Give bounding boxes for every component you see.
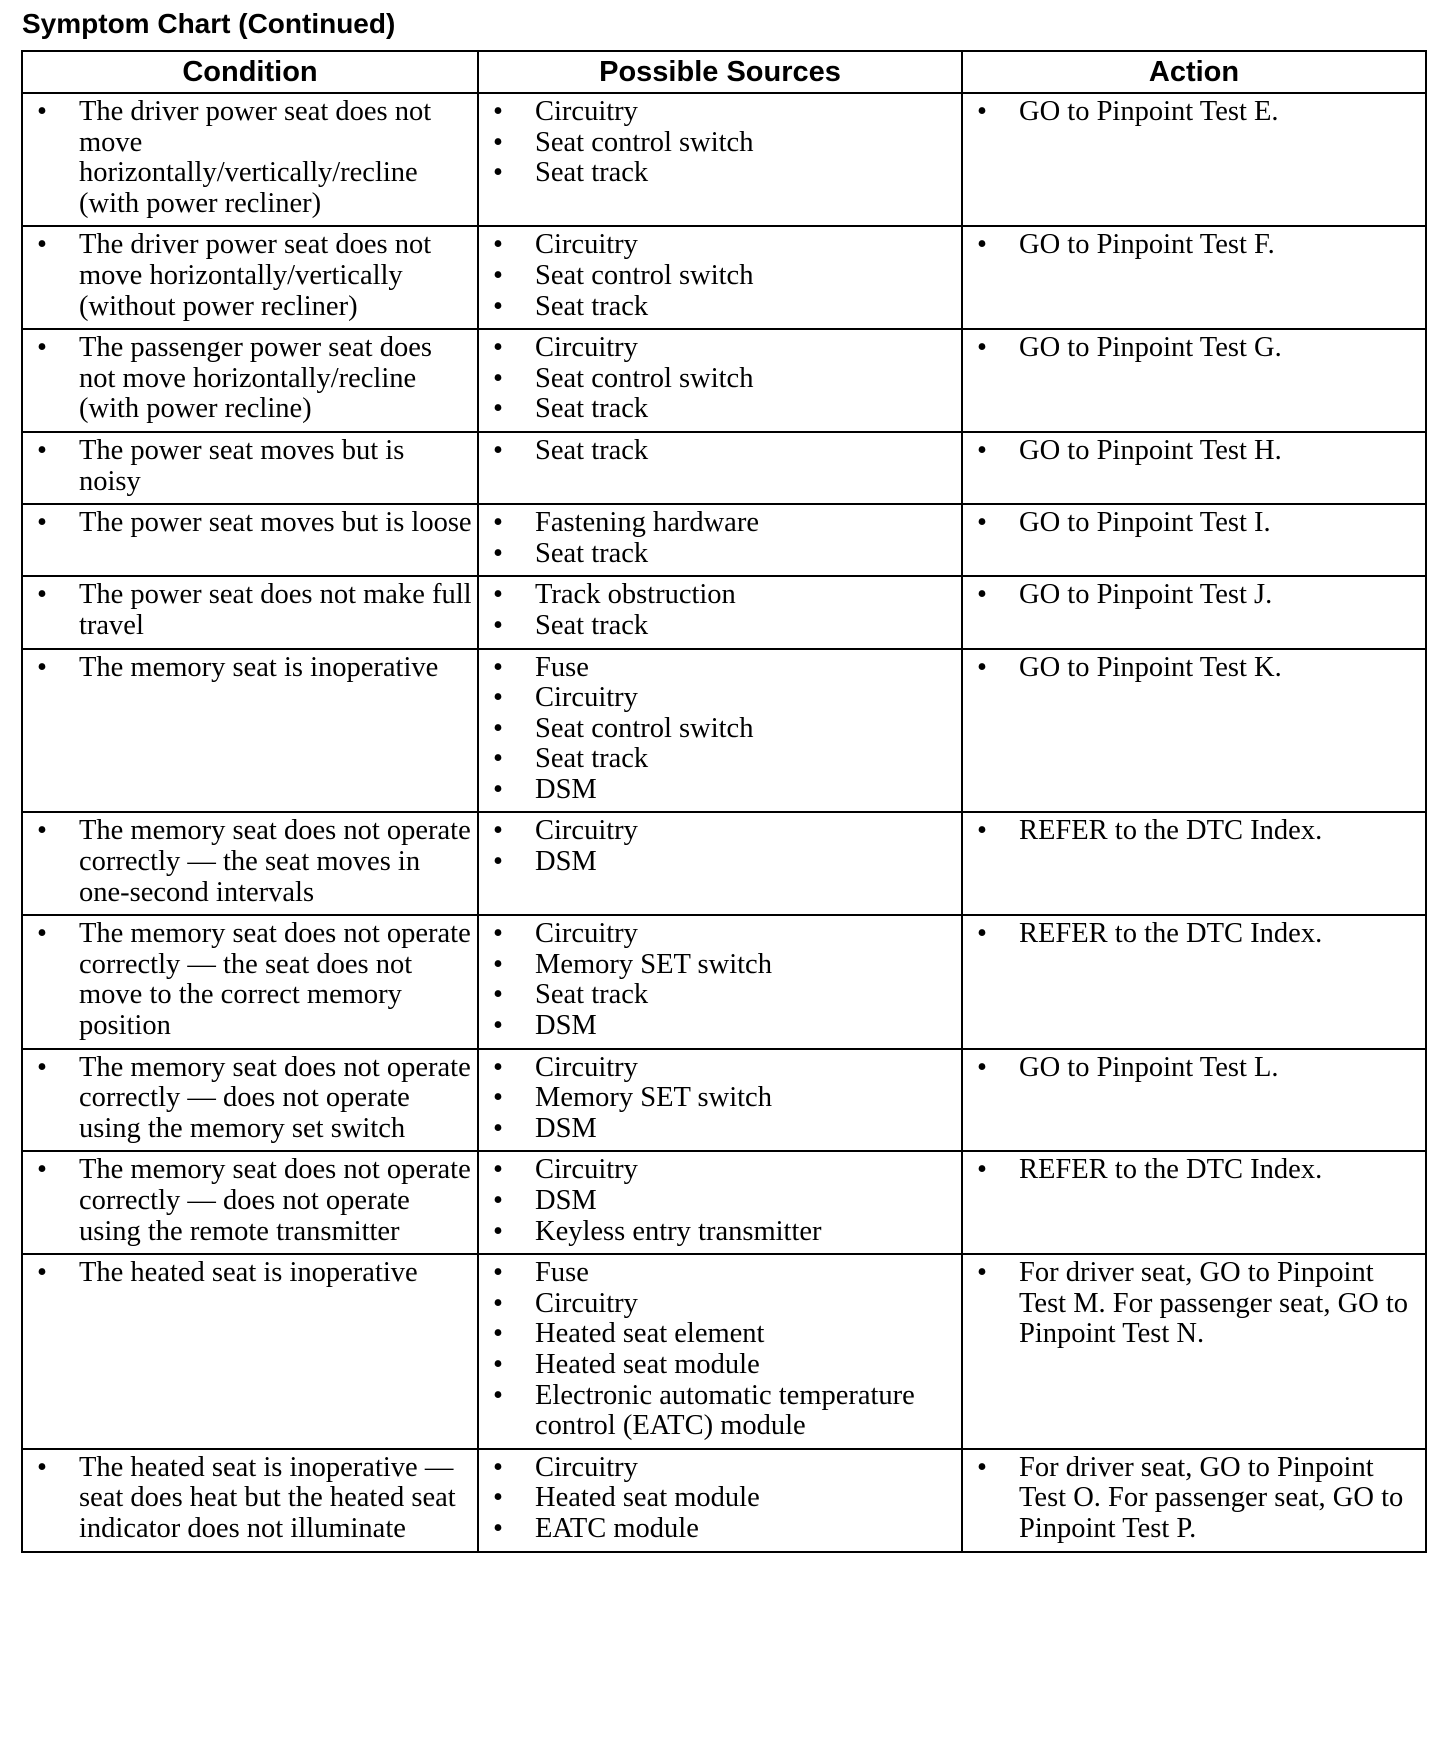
possible-source-item: • DSM xyxy=(489,775,957,806)
condition-list xyxy=(33,1053,473,1145)
possible-source-item: • Fuse xyxy=(489,1258,957,1289)
possible-sources-list xyxy=(489,1053,957,1145)
table-row xyxy=(22,226,1426,329)
possible-source-item: • Electronic automatic temperature control (EATC) module xyxy=(489,1381,957,1442)
condition-cell xyxy=(22,1254,478,1449)
possible-source-item: • Circuitry xyxy=(489,230,957,261)
table-row xyxy=(22,915,1426,1048)
condition-cell xyxy=(22,432,478,504)
action-cell xyxy=(962,1049,1426,1152)
possible-sources-list xyxy=(489,1453,957,1545)
possible-sources-list xyxy=(489,436,957,467)
condition-list xyxy=(33,436,473,497)
possible-sources-list xyxy=(489,919,957,1041)
condition-list xyxy=(33,816,473,908)
action-text: • For driver seat, GO to Pinpoint Test M. For passenger seat, GO to Pinpoint Test N. xyxy=(973,1258,1421,1350)
possible-sources-cell xyxy=(478,504,962,576)
possible-sources-cell xyxy=(478,432,962,504)
possible-sources-list xyxy=(489,97,957,189)
action-list xyxy=(973,1453,1421,1545)
possible-source-item: • Seat control switch xyxy=(489,714,957,745)
possible-source-item: • Fastening hardware xyxy=(489,508,957,539)
page-title: Symptom Chart (Continued) xyxy=(22,8,396,39)
possible-source-item: • Heated seat element xyxy=(489,1319,957,1350)
possible-source-item: • Circuitry xyxy=(489,333,957,364)
action-text: • GO to Pinpoint Test J. xyxy=(973,580,1421,611)
column-header-condition: Condition xyxy=(22,51,478,93)
action-list xyxy=(973,333,1421,364)
symptom-chart-table xyxy=(21,50,1427,1553)
condition-list xyxy=(33,919,473,1041)
column-header-action: Action xyxy=(962,51,1426,93)
action-cell xyxy=(962,432,1426,504)
possible-source-item: • Circuitry xyxy=(489,1053,957,1084)
action-text: • REFER to the DTC Index. xyxy=(973,816,1421,847)
table-row xyxy=(22,504,1426,576)
action-cell xyxy=(962,812,1426,915)
action-text: • GO to Pinpoint Test H. xyxy=(973,436,1421,467)
action-text: • REFER to the DTC Index. xyxy=(973,1155,1421,1186)
condition-list xyxy=(33,1258,473,1289)
possible-sources-cell xyxy=(478,329,962,432)
condition-text: • The passenger power seat does not move horizontally/recline (with power recline) xyxy=(33,333,473,425)
action-list xyxy=(973,580,1421,611)
action-list xyxy=(973,816,1421,847)
action-cell xyxy=(962,1151,1426,1254)
condition-list xyxy=(33,1155,473,1247)
possible-source-item: • Fuse xyxy=(489,653,957,684)
action-text: • REFER to the DTC Index. xyxy=(973,919,1421,950)
table-row xyxy=(22,576,1426,648)
condition-text: • The memory seat does not operate correctly — does not operate using the memory set switch xyxy=(33,1053,473,1145)
possible-source-item: • DSM xyxy=(489,847,957,878)
action-list xyxy=(973,1258,1421,1350)
possible-source-item: • Seat control switch xyxy=(489,128,957,159)
condition-list xyxy=(33,653,473,684)
condition-text: • The power seat does not make full travel xyxy=(33,580,473,641)
possible-sources-cell xyxy=(478,1151,962,1254)
possible-source-item: • Circuitry xyxy=(489,97,957,128)
action-list xyxy=(973,919,1421,950)
possible-sources-cell xyxy=(478,1449,962,1552)
action-text: • For driver seat, GO to Pinpoint Test O. For passenger seat, GO to Pinpoint Test P. xyxy=(973,1453,1421,1545)
possible-source-item: • Keyless entry transmitter xyxy=(489,1217,957,1248)
possible-source-item: • Seat track xyxy=(489,394,957,425)
possible-sources-list xyxy=(489,1155,957,1247)
condition-cell xyxy=(22,504,478,576)
table-row xyxy=(22,1254,1426,1449)
condition-text: • The heated seat is inoperative — seat does heat but the heated seat indicator does not illuminate xyxy=(33,1453,473,1545)
condition-text: • The driver power seat does not move horizontally/vertically/recline (with power recliner) xyxy=(33,97,473,219)
possible-source-item: • Seat track xyxy=(489,539,957,570)
table-row xyxy=(22,649,1426,813)
action-cell xyxy=(962,329,1426,432)
possible-sources-list xyxy=(489,333,957,425)
possible-sources-cell xyxy=(478,93,962,226)
condition-cell xyxy=(22,812,478,915)
table-row xyxy=(22,329,1426,432)
table-row xyxy=(22,432,1426,504)
action-text: • GO to Pinpoint Test F. xyxy=(973,230,1421,261)
possible-source-item: • Seat track xyxy=(489,611,957,642)
possible-sources-list xyxy=(489,1258,957,1442)
condition-cell xyxy=(22,93,478,226)
action-text: • GO to Pinpoint Test G. xyxy=(973,333,1421,364)
table-row xyxy=(22,1049,1426,1152)
possible-source-item: • Seat track xyxy=(489,744,957,775)
possible-source-item: • Heated seat module xyxy=(489,1350,957,1381)
header-row xyxy=(22,51,1426,93)
table-row xyxy=(22,1449,1426,1552)
condition-text: • The power seat moves but is loose xyxy=(33,508,473,539)
action-text: • GO to Pinpoint Test L. xyxy=(973,1053,1421,1084)
column-header-possible-sources: Possible Sources xyxy=(478,51,962,93)
condition-cell xyxy=(22,226,478,329)
condition-cell xyxy=(22,1151,478,1254)
condition-cell xyxy=(22,915,478,1048)
action-cell xyxy=(962,1254,1426,1449)
possible-source-item: • Circuitry xyxy=(489,1155,957,1186)
possible-source-item: • Seat control switch xyxy=(489,364,957,395)
possible-source-item: • Memory SET switch xyxy=(489,1083,957,1114)
possible-source-item: • Seat control switch xyxy=(489,261,957,292)
condition-list xyxy=(33,333,473,425)
possible-sources-cell xyxy=(478,915,962,1048)
possible-sources-cell xyxy=(478,812,962,915)
possible-source-item: • Heated seat module xyxy=(489,1483,957,1514)
condition-text: • The power seat moves but is noisy xyxy=(33,436,473,497)
possible-source-item: • Seat track xyxy=(489,158,957,189)
condition-cell xyxy=(22,649,478,813)
possible-sources-cell xyxy=(478,226,962,329)
action-cell xyxy=(962,93,1426,226)
possible-source-item: • DSM xyxy=(489,1114,957,1145)
possible-source-item: • Circuitry xyxy=(489,1289,957,1320)
condition-text: • The driver power seat does not move horizontally/vertically (without power recliner) xyxy=(33,230,473,322)
possible-source-item: • Seat track xyxy=(489,292,957,323)
possible-sources-list xyxy=(489,580,957,641)
condition-list xyxy=(33,230,473,322)
action-text: • GO to Pinpoint Test E. xyxy=(973,97,1421,128)
possible-sources-list xyxy=(489,508,957,569)
possible-source-item: • Track obstruction xyxy=(489,580,957,611)
action-list xyxy=(973,1053,1421,1084)
possible-source-item: • DSM xyxy=(489,1186,957,1217)
condition-list xyxy=(33,508,473,539)
possible-sources-list xyxy=(489,230,957,322)
condition-list xyxy=(33,1453,473,1545)
action-list xyxy=(973,1155,1421,1186)
action-list xyxy=(973,97,1421,128)
condition-list xyxy=(33,97,473,219)
possible-source-item: • Circuitry xyxy=(489,1453,957,1484)
possible-source-item: • DSM xyxy=(489,1011,957,1042)
action-cell xyxy=(962,504,1426,576)
possible-sources-list xyxy=(489,816,957,877)
action-cell xyxy=(962,649,1426,813)
table-row xyxy=(22,93,1426,226)
condition-cell xyxy=(22,1449,478,1552)
possible-source-item: • Memory SET switch xyxy=(489,950,957,981)
possible-source-item: • Circuitry xyxy=(489,919,957,950)
possible-sources-cell xyxy=(478,1049,962,1152)
possible-source-item: • Circuitry xyxy=(489,816,957,847)
action-cell xyxy=(962,226,1426,329)
action-cell xyxy=(962,576,1426,648)
action-text: • GO to Pinpoint Test I. xyxy=(973,508,1421,539)
condition-text: • The heated seat is inoperative xyxy=(33,1258,473,1289)
action-cell xyxy=(962,915,1426,1048)
possible-source-item: • Seat track xyxy=(489,980,957,1011)
action-cell xyxy=(962,1449,1426,1552)
condition-text: • The memory seat does not operate correctly — the seat moves in one-second intervals xyxy=(33,816,473,908)
condition-cell xyxy=(22,576,478,648)
possible-source-item: • Seat track xyxy=(489,436,957,467)
action-list xyxy=(973,230,1421,261)
action-list xyxy=(973,653,1421,684)
table-row xyxy=(22,812,1426,915)
action-text: • GO to Pinpoint Test K. xyxy=(973,653,1421,684)
possible-sources-cell xyxy=(478,576,962,648)
condition-cell xyxy=(22,329,478,432)
possible-sources-list xyxy=(489,653,957,806)
table-body xyxy=(22,93,1426,1552)
condition-text: • The memory seat does not operate correctly — the seat does not move to the correct memory position xyxy=(33,919,473,1041)
possible-source-item: • Circuitry xyxy=(489,683,957,714)
table-row xyxy=(22,1151,1426,1254)
condition-list xyxy=(33,580,473,641)
action-list xyxy=(973,508,1421,539)
possible-source-item: • EATC module xyxy=(489,1514,957,1545)
action-list xyxy=(973,436,1421,467)
condition-text: • The memory seat is inoperative xyxy=(33,653,473,684)
possible-sources-cell xyxy=(478,649,962,813)
condition-cell xyxy=(22,1049,478,1152)
possible-sources-cell xyxy=(478,1254,962,1449)
condition-text: • The memory seat does not operate correctly — does not operate using the remote transmitter xyxy=(33,1155,473,1247)
